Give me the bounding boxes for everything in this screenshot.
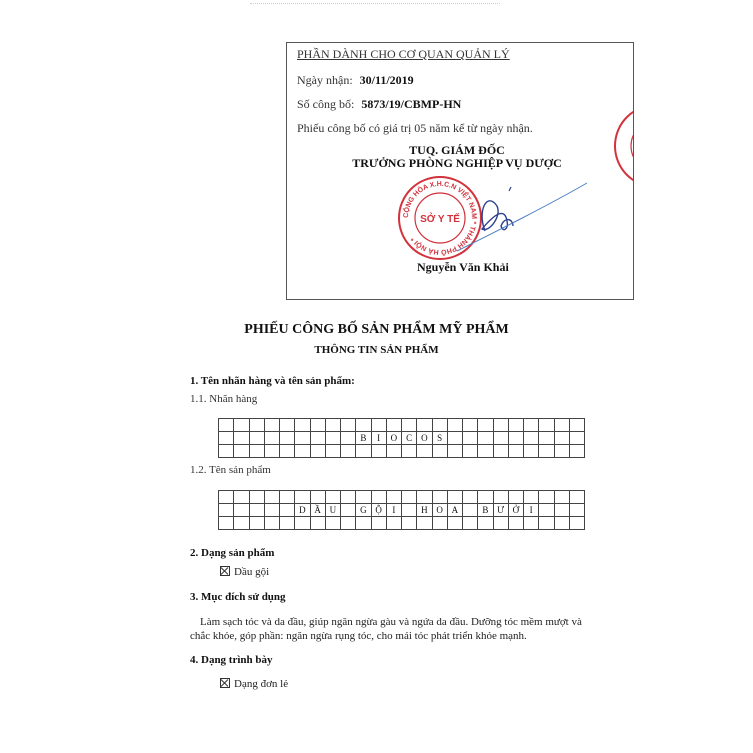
grid-cell	[264, 517, 279, 530]
product-letter: I	[386, 504, 401, 517]
grid-cell	[386, 445, 401, 458]
grid-cell	[264, 491, 279, 504]
grid-cell	[234, 445, 249, 458]
grid-cell	[234, 432, 249, 445]
grid-cell	[219, 432, 234, 445]
grid-cell	[341, 432, 356, 445]
grid-cell	[280, 432, 295, 445]
presentation-item	[220, 678, 288, 690]
grid-cell	[447, 432, 462, 445]
signer-title-1: TUQ. GIÁM ĐỐC	[409, 143, 505, 157]
product-letter: D	[295, 504, 310, 517]
grid-row	[219, 445, 585, 458]
grid-cell	[219, 445, 234, 458]
grid-cell	[249, 445, 264, 458]
brand-letter: O	[417, 432, 432, 445]
grid-cell	[508, 419, 523, 432]
product-letter	[402, 504, 417, 517]
grid-cell	[341, 517, 356, 530]
signature	[427, 171, 597, 261]
grid-cell	[325, 419, 340, 432]
grid-cell	[569, 517, 584, 530]
grid-cell	[539, 445, 554, 458]
grid-cell	[219, 419, 234, 432]
grid-cell	[402, 445, 417, 458]
grid-cell	[447, 491, 462, 504]
grid-cell	[386, 419, 401, 432]
product-name-grid	[218, 490, 585, 530]
grid-cell	[249, 517, 264, 530]
grid-cell	[508, 445, 523, 458]
grid-cell	[310, 419, 325, 432]
grid-cell	[493, 445, 508, 458]
grid-cell	[310, 517, 325, 530]
grid-cell	[386, 517, 401, 530]
grid-cell	[295, 491, 310, 504]
grid-cell	[417, 491, 432, 504]
grid-cell	[493, 432, 508, 445]
product-letter: I	[524, 504, 539, 517]
stamp-center-text: SỞ Y TẾ	[420, 214, 460, 225]
brand-letter: S	[432, 432, 447, 445]
grid-cell	[280, 419, 295, 432]
received-value: 30/11/2019	[359, 73, 414, 87]
product-letter: O	[432, 504, 447, 517]
grid-cell	[569, 445, 584, 458]
grid-row	[219, 419, 585, 432]
grid-cell	[356, 517, 371, 530]
grid-cell	[554, 504, 569, 517]
grid-cell	[417, 445, 432, 458]
brand-label: 1.1. Nhãn hàng	[190, 393, 258, 405]
grid-cell	[463, 517, 478, 530]
grid-cell	[310, 432, 325, 445]
grid-cell	[569, 504, 584, 517]
checked-box-icon	[220, 678, 230, 688]
grid-row	[219, 491, 585, 504]
section-2-heading: 2. Dạng sản phẩm	[190, 547, 275, 559]
grid-cell	[356, 445, 371, 458]
grid-cell	[295, 419, 310, 432]
grid-cell	[386, 491, 401, 504]
grid-cell	[234, 504, 249, 517]
grid-cell	[524, 517, 539, 530]
grid-cell	[325, 491, 340, 504]
received-date-line	[297, 73, 414, 88]
grid-cell	[554, 445, 569, 458]
product-letter: H	[417, 504, 432, 517]
grid-cell	[402, 419, 417, 432]
section-1-heading: 1. Tên nhãn hàng và tên sản phẩm:	[190, 375, 355, 387]
grid-cell	[539, 517, 554, 530]
grid-cell	[432, 419, 447, 432]
grid-cell	[249, 504, 264, 517]
product-letter: G	[356, 504, 371, 517]
grid-cell	[478, 419, 493, 432]
grid-cell	[554, 432, 569, 445]
grid-cell	[295, 432, 310, 445]
grid-cell	[325, 432, 340, 445]
number-value: 5873/19/CBMP-HN	[361, 97, 462, 111]
purpose-text: Làm sạch tóc và da đầu, giúp ngăn ngừa gàu và ngứa da đầu. Dưỡng tóc mềm mượt và chắc khỏe, góp phần: ngăn ngừa rụng tóc, cho mái tóc phát triển khỏe mạnh.	[190, 616, 582, 642]
grid-cell	[417, 517, 432, 530]
grid-cell	[478, 517, 493, 530]
product-letter: Ư	[493, 504, 508, 517]
grid-row	[219, 432, 585, 445]
section-4-heading: 4. Dạng trình bày	[190, 654, 273, 666]
agency-section	[286, 42, 634, 300]
page-top-edge	[250, 0, 500, 4]
grid-cell	[539, 432, 554, 445]
grid-cell	[402, 491, 417, 504]
stamp-ring-text: CỘNG HÒA X.H.C.N VIỆT NAM * THÀNH PHỐ HÀ NỘI *	[402, 180, 478, 256]
grid-cell	[356, 491, 371, 504]
grid-cell	[371, 491, 386, 504]
grid-cell	[280, 504, 295, 517]
product-form-item	[220, 566, 269, 578]
grid-cell	[524, 419, 539, 432]
grid-cell	[463, 445, 478, 458]
grid-cell	[356, 419, 371, 432]
grid-cell	[447, 445, 462, 458]
grid-cell	[508, 491, 523, 504]
grid-cell	[524, 432, 539, 445]
number-label: Số công bố:	[297, 97, 355, 111]
brand-letter: O	[386, 432, 401, 445]
brand-letter: C	[402, 432, 417, 445]
grid-cell	[493, 419, 508, 432]
received-label: Ngày nhận:	[297, 73, 353, 87]
grid-cell	[569, 419, 584, 432]
grid-cell	[264, 445, 279, 458]
product-letter: U	[325, 504, 340, 517]
product-form-value: Dầu gội	[234, 566, 270, 578]
grid-cell	[554, 419, 569, 432]
partial-stamp	[613, 103, 633, 189]
grid-cell	[402, 517, 417, 530]
grid-cell	[341, 491, 356, 504]
grid-cell	[432, 517, 447, 530]
grid-cell	[539, 491, 554, 504]
grid-cell	[524, 445, 539, 458]
grid-cell	[341, 419, 356, 432]
brand-letter: I	[371, 432, 386, 445]
grid-row	[219, 504, 585, 517]
product-letter: Ở	[508, 504, 523, 517]
grid-row	[219, 517, 585, 530]
grid-cell	[325, 517, 340, 530]
grid-cell	[249, 419, 264, 432]
grid-cell	[417, 419, 432, 432]
product-letter	[341, 504, 356, 517]
section-3-heading: 3. Mục đích sử dụng	[190, 591, 286, 603]
signer-title-2: TRƯỞNG PHÒNG NGHIỆP VỤ DƯỢC	[352, 156, 562, 170]
document-subtitle: THÔNG TIN SẢN PHẨM	[314, 344, 439, 356]
grid-cell	[371, 517, 386, 530]
validity-note: Phiếu công bố có giá trị 05 năm kể từ ngày nhận.	[297, 121, 533, 135]
presentation-value: Dạng đơn lẻ	[234, 678, 289, 690]
grid-cell	[234, 419, 249, 432]
product-name-label: 1.2. Tên sản phẩm	[190, 464, 271, 476]
announcement-number-line	[297, 97, 461, 112]
brand-letter: B	[356, 432, 371, 445]
grid-cell	[539, 419, 554, 432]
grid-cell	[280, 517, 295, 530]
grid-cell	[280, 445, 295, 458]
grid-cell	[447, 419, 462, 432]
grid-cell	[463, 432, 478, 445]
grid-cell	[569, 432, 584, 445]
grid-cell	[539, 504, 554, 517]
grid-cell	[508, 432, 523, 445]
grid-cell	[554, 517, 569, 530]
grid-cell	[493, 517, 508, 530]
product-letter	[463, 504, 478, 517]
signer-name: Nguyễn Văn Khải	[417, 260, 509, 274]
grid-cell	[432, 445, 447, 458]
grid-cell	[508, 517, 523, 530]
grid-cell	[234, 491, 249, 504]
grid-cell	[280, 491, 295, 504]
checked-box-icon	[220, 566, 230, 576]
agency-header: PHẦN DÀNH CHO CƠ QUAN QUẢN LÝ	[297, 47, 510, 61]
grid-cell	[432, 491, 447, 504]
grid-cell	[234, 517, 249, 530]
grid-cell	[325, 445, 340, 458]
grid-cell	[569, 491, 584, 504]
grid-cell	[295, 445, 310, 458]
grid-cell	[493, 491, 508, 504]
grid-cell	[295, 517, 310, 530]
grid-cell	[310, 491, 325, 504]
grid-cell	[249, 491, 264, 504]
grid-cell	[341, 445, 356, 458]
grid-cell	[310, 445, 325, 458]
grid-cell	[371, 419, 386, 432]
document-title: PHIẾU CÔNG BỐ SẢN PHẨM MỸ PHẨM	[244, 322, 509, 337]
grid-cell	[554, 491, 569, 504]
grid-cell	[463, 491, 478, 504]
grid-cell	[264, 419, 279, 432]
grid-cell	[264, 504, 279, 517]
grid-cell	[249, 432, 264, 445]
grid-cell	[478, 445, 493, 458]
grid-cell	[264, 432, 279, 445]
product-letter: Ộ	[371, 504, 386, 517]
grid-cell	[447, 517, 462, 530]
grid-cell	[219, 504, 234, 517]
grid-cell	[219, 517, 234, 530]
grid-cell	[463, 419, 478, 432]
grid-cell	[524, 491, 539, 504]
grid-cell	[371, 445, 386, 458]
product-letter: A	[447, 504, 462, 517]
product-letter: Ầ	[310, 504, 325, 517]
brand-grid	[218, 418, 585, 458]
product-letter: B	[478, 504, 493, 517]
grid-cell	[478, 491, 493, 504]
grid-cell	[219, 491, 234, 504]
grid-cell	[478, 432, 493, 445]
